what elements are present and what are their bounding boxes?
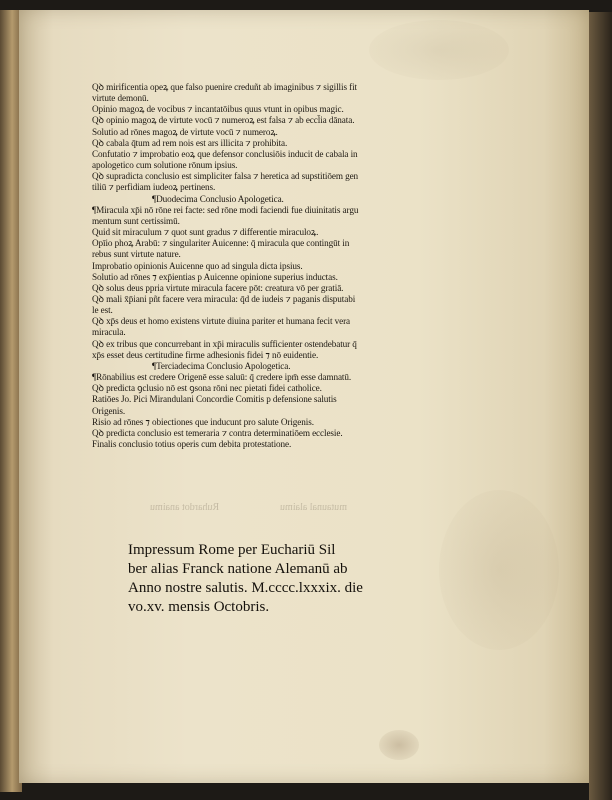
page-stain xyxy=(379,730,419,760)
text-line: mentum sunt certissimū. xyxy=(92,215,180,226)
text-line: miracula. xyxy=(92,327,126,338)
right-book-edge xyxy=(589,12,612,800)
text-line: Quid sit miraculum ⁊ quot sunt gradus ⁊ differentie miraculoꝝ. xyxy=(92,227,319,238)
colophon-line: ber alias Franck natione Alemanū ab xyxy=(128,561,348,577)
text-line: Origenis. xyxy=(92,405,126,416)
text-line: Solutio ad rōnes magoꝝ de virtute vocū ⁊ numeroꝝ. xyxy=(92,126,278,137)
text-line: Finalis conclusio totius operis cum debita protestatione. xyxy=(92,439,292,449)
colophon-line: Impressum Rome per Euchariū Sil xyxy=(128,542,336,558)
text-line: Qꝺ ex tribus que concurrebant in xp̄i miraculis sufficienter ostendebatur q̄ xyxy=(92,338,357,349)
main-text-block xyxy=(92,82,442,450)
text-line: ¶Rōnabilius est credere Origenē esse saluū: q̄ credere ipm̄ esse damnatū. xyxy=(92,372,352,383)
colophon-line: vo.xv. mensis Octobris. xyxy=(128,599,270,615)
section-heading: ¶Duodecima Conclusio Apologetica. xyxy=(152,193,284,204)
text-line: tiliū ⁊ perfidiam iudeoꝝ pertinens. xyxy=(92,182,216,193)
text-line: Qꝺ mirificentia opeꝝ que falso puenire creduñt ab imaginibus ⁊ sigillis fit xyxy=(92,82,357,92)
show-through-text: Ruhardot anaimu xyxy=(150,502,220,513)
page-stain xyxy=(439,490,559,650)
text-line: Risio ad rōnes ⁊ obiectiones que inducunt pro salute Origenis. xyxy=(92,416,314,427)
text-line: Opinio magoꝝ de vocibus ⁊ incantatōibus quus vtunt in opibus magic. xyxy=(92,104,344,115)
text-line: Solutio ad rōnes ⁊ exp̄ientias p Auicenne opinione superius inductas. xyxy=(92,271,338,282)
text-line: Qꝺ supradicta conclusio est simpliciter falsa ⁊ heretica ad supstitiōem gen xyxy=(92,171,359,182)
text-line: virtute demonū. xyxy=(92,93,149,104)
text-line: Ratiōes Jo. Pici Mirandulani Concordie Comitis p defensione salutis xyxy=(92,394,337,405)
text-line: Improbatio opinionis Auicenne quo ad singula dicta ipsius. xyxy=(92,260,303,271)
text-line: Qꝺ opinio magoꝝ de virtute vocū ⁊ numeroꝝ est falsa ⁊ ab eccl̄ia dānata. xyxy=(92,115,355,126)
show-through-text: mutaunal alaimu xyxy=(280,502,347,513)
text-line: ¶Miracula xp̄i nō rōne rei facte: sed rōne modi faciendi fue diuinitatis argu xyxy=(92,204,359,215)
text-line: Opīio phoꝝ Arabū: ⁊ singulariter Auicenne: q̄ miracula que contingūt in xyxy=(92,238,350,249)
text-line: xp̄s esset deus certitudine firme adhesionis fidei ⁊ nō euidentie. xyxy=(92,349,319,360)
text-line: Qꝺ xp̄s deus et homo existens virtute diuina pariter et humana fecit vera xyxy=(92,316,351,327)
text-line: Confutatio ⁊ improbatio eoꝝ que defensor conclusiōis inducit de cabala in xyxy=(92,148,358,159)
text-line: apologetico cum solutione rōnum ipsius. xyxy=(92,160,238,171)
text-line: Qꝺ mali x̄p̄iani pñt facere vera miracula: q̄d de iudeis ⁊ paganis disputabi xyxy=(92,293,356,304)
colophon-line: Anno nostre salutis. M.cccc.lxxxix. die xyxy=(128,580,363,596)
colophon xyxy=(128,541,428,617)
page-stain xyxy=(369,20,509,80)
text-line: Qꝺ predicta ꝯclusio nō est ꝯsona rōni nec pietati fidei catholice. xyxy=(92,383,322,394)
text-line: Qꝺ predicta conclusio est temeraria ⁊ contra determinatiōem ecclesie. xyxy=(92,427,343,438)
text-line: Qꝺ cabala q̄tum ad rem nois est ars illicita ⁊ prohibita. xyxy=(92,137,288,148)
section-heading: ¶Terciadecima Conclusio Apologetica. xyxy=(152,360,291,371)
text-line: rebus sunt virtute nature. xyxy=(92,249,181,260)
text-line: Qꝺ solus deus ppria virtute miracula facere pōt: creatura vō per gratiā. xyxy=(92,282,344,293)
text-line: le est. xyxy=(92,305,113,316)
